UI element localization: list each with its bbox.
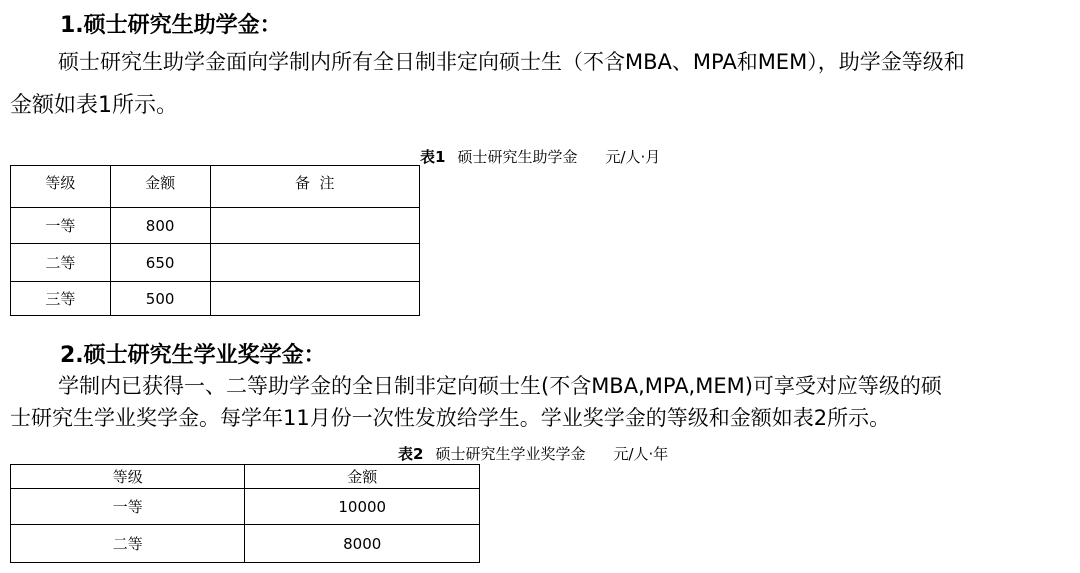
- table1-header-cell: 等级: [11, 166, 111, 208]
- table2-caption-unit: 元/人·年: [613, 445, 669, 463]
- table2-caption-number: 表2: [398, 445, 424, 463]
- table1-cell: 二等: [11, 244, 111, 282]
- table1-caption-title: 硕士研究生助学金: [457, 148, 578, 166]
- table1-caption: [420, 146, 660, 167]
- section1-paragraph-line1: 硕士研究生助学金面向学制内所有全日制非定向硕士生（不含MBA、MPA和MEM），助学金等级和: [58, 50, 965, 74]
- table1-cell: 800: [110, 208, 210, 244]
- table-row: [11, 208, 420, 244]
- table2: [10, 464, 480, 563]
- table-row: [11, 282, 420, 316]
- table1-cell: [210, 282, 419, 316]
- section1-paragraph-line2: 金额如表1所示。: [10, 93, 178, 118]
- table1-header-cell: 金额: [110, 166, 210, 208]
- table1-header-row: [11, 166, 420, 208]
- table2-cell: 一等: [11, 489, 245, 525]
- table2-caption: [398, 443, 668, 464]
- section2-paragraph-line2: 士研究生学业奖学金。每学年11月份一次性发放给学生。学业奖学金的等级和金额如表2所示。: [10, 406, 891, 430]
- section2-paragraph-line1: 学制内已获得一、二等助学金的全日制非定向硕士生(不含MBA,MPA,MEM)可享受对应等级的硕: [58, 374, 942, 398]
- table-row: [11, 244, 420, 282]
- table1-caption-number: 表1: [420, 148, 446, 166]
- table1-cell: 一等: [11, 208, 111, 244]
- table2-caption-title: 硕士研究生学业奖学金: [435, 445, 586, 463]
- table2-header-cell: 等级: [11, 465, 245, 489]
- table1-caption-unit: 元/人·月: [605, 148, 661, 166]
- table1-cell: 500: [110, 282, 210, 316]
- table2-header-cell: 金额: [245, 465, 480, 489]
- table1-cell: 650: [110, 244, 210, 282]
- table1-cell: 三等: [11, 282, 111, 316]
- table2-header-row: [11, 465, 480, 489]
- table1-cell: [210, 208, 419, 244]
- table-row: [11, 525, 480, 563]
- table-row: [11, 489, 480, 525]
- table1-cell: [210, 244, 419, 282]
- table2-cell: 二等: [11, 525, 245, 563]
- table2-cell: 10000: [245, 489, 480, 525]
- table2-cell: 8000: [245, 525, 480, 563]
- section1-heading: 1.硕士研究生助学金：: [60, 13, 282, 38]
- table1-header-cell: 备 注: [210, 166, 419, 208]
- table1: [10, 165, 420, 316]
- section2-heading: 2.硕士研究生学业奖学金：: [60, 343, 326, 368]
